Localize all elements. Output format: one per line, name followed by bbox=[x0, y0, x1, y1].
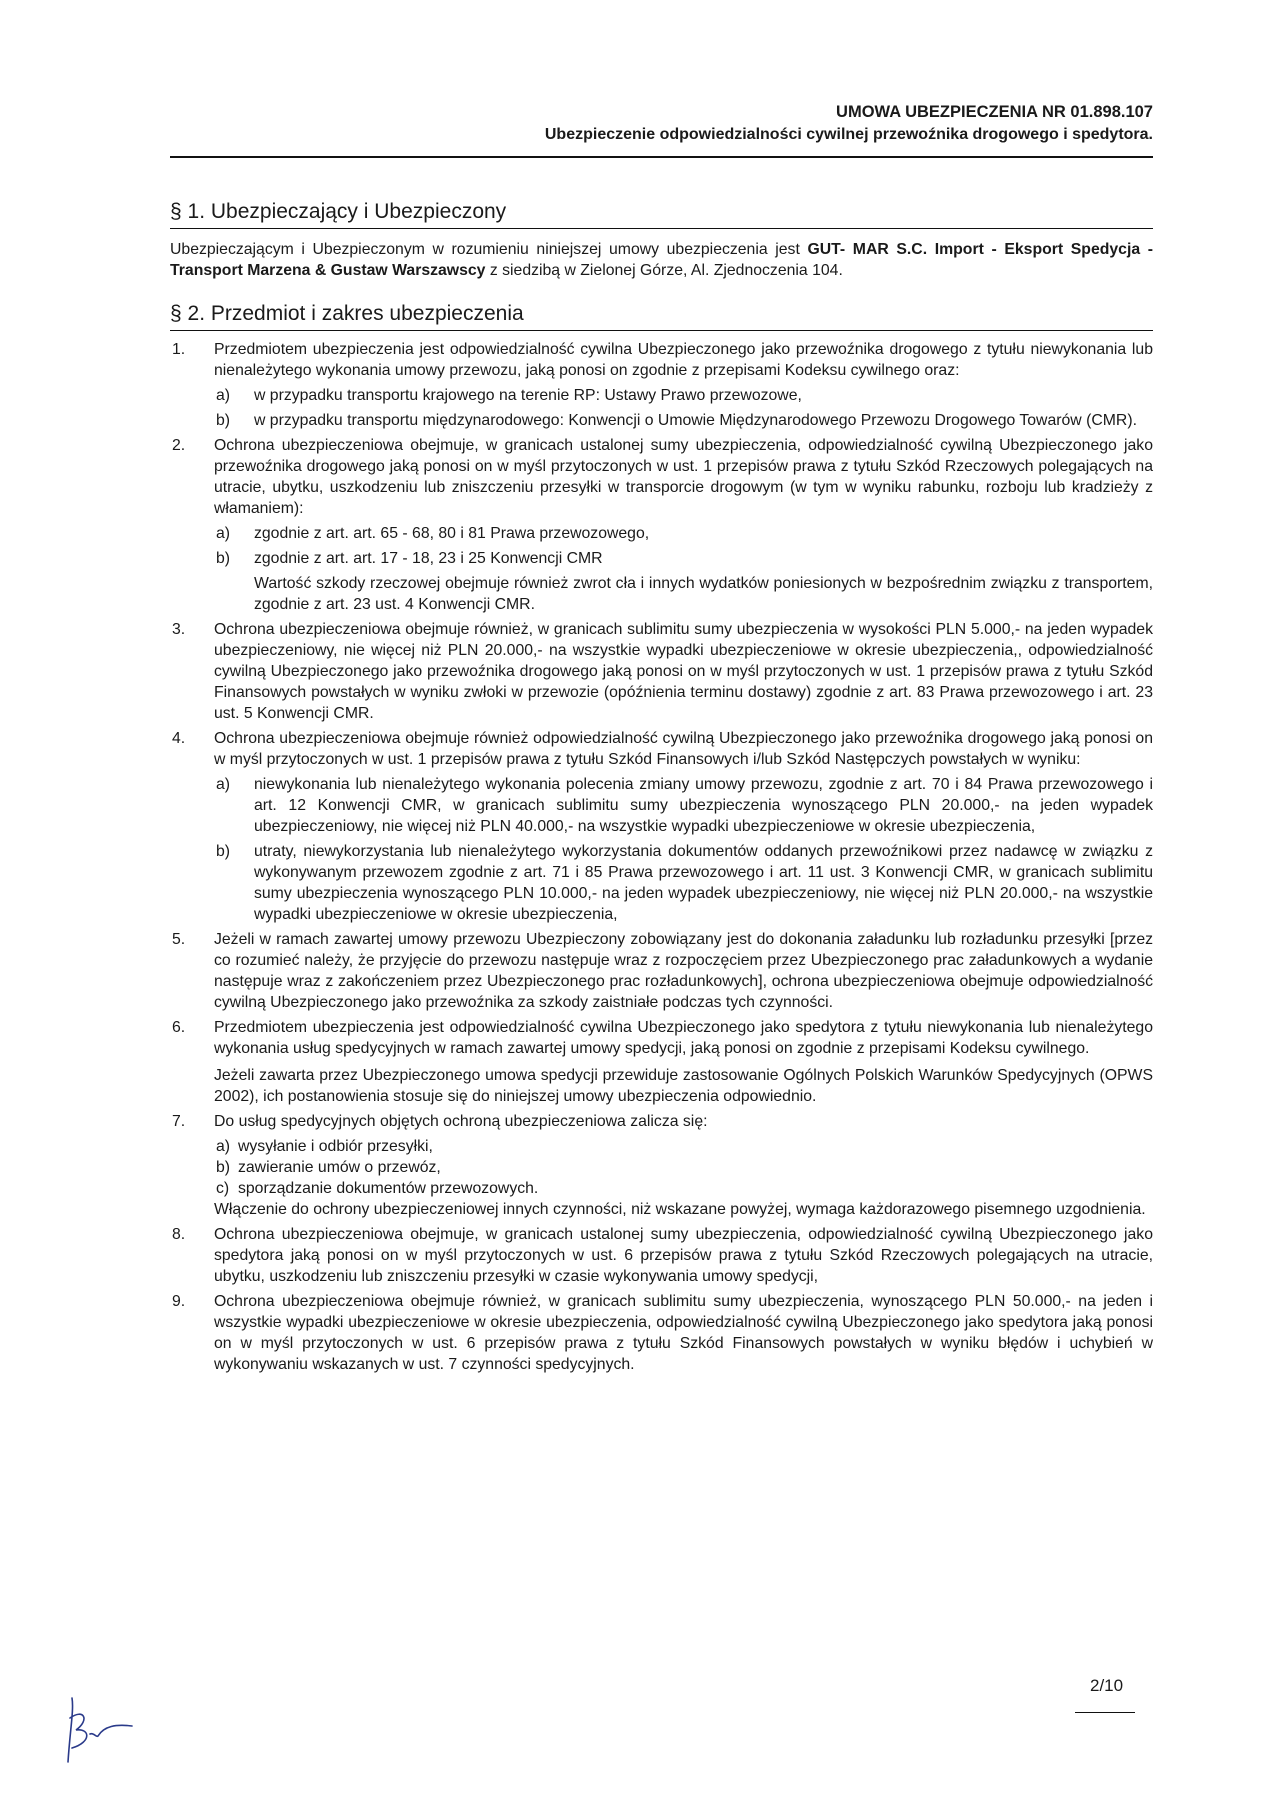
page-number-underline bbox=[1075, 1712, 1135, 1713]
item-text: Ochrona ubezpieczeniowa obejmuje również, w granicach sublimitu sumy ubezpieczenia w wysokości PLN 5.000,- na jeden wypadek ubezpieczeniowy, nie więcej niż PLN 20.000,- na wszystkie wypadki ubezpieczeniowe w okresie ubezpieczenia,, odpowiedzialność cywilną Ubezpieczonego jako przewoźnika drogowego jaką ponosi on w myśl przytoczonych w ust. 1 przepisów prawa z tytułu Szkód Finansowych powstałych w wyniku zwłoki w przewozie (opóźnienia terminu dostawy) zgodnie z art. 83 Prawa przewozowego i art. 23 ust. 5 Konwencji CMR. bbox=[214, 621, 1153, 722]
header-divider bbox=[170, 156, 1153, 158]
sub-list bbox=[214, 1136, 1153, 1199]
sub-item-text: niewykonania lub nienależytego wykonania polecenia zmiany umowy przewozu, zgodnie z art. 70 i 84 Prawa przewozowego i art. 12 Konwencji CMR, w granicach sublimitu sumy ubezpieczenia wynoszącego PLN 20.000,- na jeden wypadek ubezpieczeniowy, nie więcej niż PLN 40.000,- na wszystkie wypadki ubezpieczeniowe w okresie ubezpieczenia, bbox=[254, 776, 1153, 835]
item-number: 1. bbox=[172, 341, 186, 358]
section-2-list bbox=[170, 339, 1153, 1375]
item-number: 3. bbox=[172, 621, 186, 638]
item-number: 4. bbox=[172, 730, 186, 747]
list-item bbox=[170, 1291, 1153, 1375]
item-extra-paragraph: Jeżeli zawarta przez Ubezpieczonego umowa spedycji przewiduje zastosowanie Ogólnych Polskich Warunków Spedycyjnych (OPWS 2002), ich postanowienia stosuje się do niniejszej umowy ubezpieczenia odpowiednio. bbox=[214, 1067, 1153, 1105]
contract-number: UMOWA UBEZPIECZENIA NR 01.898.107 bbox=[836, 103, 1153, 121]
list-item bbox=[170, 1111, 1153, 1220]
sub-item-text: utraty, niewykorzystania lub nienależytego wykorzystania dokumentów oddanych przewoźnikowi przez nadawcę w związku z wykonywanym przewozem zgodnie z art. 71 i 85 Prawa przewozowego i art. 11 ust. 3 Konwencji CMR, w granicach sublimitu sumy ubezpieczenia wynoszącego PLN 10.000,- na jeden wypadek ubezpieczeniowy, nie więcej niż PLN 20.000,- na wszystkie wypadki ubezpieczeniowe w okresie ubezpieczenia, bbox=[254, 843, 1153, 923]
sub-item-letter: b) bbox=[216, 550, 231, 567]
section-1-text bbox=[170, 239, 1153, 281]
sub-item-text: sporządzanie dokumentów przewozowych. bbox=[238, 1180, 539, 1197]
list-item bbox=[170, 1017, 1153, 1107]
sub-item-letter: b) bbox=[216, 843, 231, 860]
item-text: Ochrona ubezpieczeniowa obejmuje, w granicach ustalonej sumy ubezpieczenia, odpowiedzialność cywilną Ubezpieczonego jako spedytora jaką ponosi on w myśl przytoczonych w ust. 6 przepisów prawa z tytułu Szkód Rzeczowych polegających na utracie, ubytku, uszkodzeniu lub zniszczeniu przesyłki w czasie wykonywania umowy spedycji, bbox=[214, 1226, 1153, 1285]
sub-item bbox=[214, 774, 1153, 837]
sub-item-text: zgodnie z art. art. 65 - 68, 80 i 81 Prawa przewozowego, bbox=[254, 525, 650, 542]
insured-company-name: GUT- MAR S.C. Import - Eksport Spedycja - Transport Marzena & Gustaw Warszawscy bbox=[170, 241, 1154, 279]
sub-item bbox=[214, 385, 1153, 406]
sub-item-text: wysyłanie i odbiór przesyłki, bbox=[238, 1138, 433, 1155]
document-body bbox=[170, 198, 1153, 1379]
item-number: 6. bbox=[172, 1019, 186, 1036]
intro-text-before: Ubezpieczającym i Ubezpieczonym w rozumieniu niniejszej umowy ubezpieczenia jest bbox=[170, 241, 808, 258]
section-2-title: § 2. Przedmiot i zakres ubezpieczenia bbox=[170, 300, 1153, 331]
sub-item bbox=[214, 410, 1153, 431]
item-text: Ochrona ubezpieczeniowa obejmuje, w granicach ustalonej sumy ubezpieczenia, odpowiedzialność cywilną Ubezpieczonego jako przewoźnika drogowego jaką ponosi on w myśl przytoczonych w ust. 1 przepisów prawa z tytułu Szkód Rzeczowych polegających na utracie, ubytku, uszkodzeniu lub zniszczeniu przesyłki w transporcie drogowym (w tym w wyniku rabunku, rozboju lub kradzieży z włamaniem): bbox=[214, 437, 1153, 517]
item-text: Ochrona ubezpieczeniowa obejmuje również, w granicach sublimitu sumy ubezpieczenia, wynoszącego PLN 50.000,- na jeden i wszystkie wypadki ubezpieczeniowe w okresie ubezpieczenia, odpowiedzialność cywilną Ubezpieczonego jako spedytora jaką ponosi on w myśl przytoczonych w ust. 6 przepisów prawa z tytułu Szkód Finansowych powstałych w wyniku błędów i uchybień w wykonywaniu wskazanych w ust. 7 czynności spedycyjnych. bbox=[214, 1293, 1153, 1373]
list-item bbox=[170, 728, 1153, 925]
contract-subtitle: Ubezpieczenie odpowiedzialności cywilnej przewoźnika drogowego i spedytora. bbox=[544, 126, 1153, 143]
list-item bbox=[170, 339, 1153, 431]
sub-item-letter: c) bbox=[216, 1180, 230, 1197]
list-item bbox=[170, 929, 1153, 1013]
sub-item-letter: a) bbox=[216, 776, 231, 793]
sub-item-letter: b) bbox=[216, 1159, 231, 1176]
sub-item bbox=[214, 523, 1153, 544]
sub-item bbox=[214, 548, 1153, 569]
sub-list bbox=[214, 385, 1153, 431]
sub-item-letter: a) bbox=[216, 525, 231, 542]
sub-item-letter: a) bbox=[216, 1138, 231, 1155]
item-text: Jeżeli w ramach zawartej umowy przewozu Ubezpieczony zobowiązany jest do dokonania załadunku lub rozładunku przesyłki [przez co rozumieć należy, że przyjęcie do przewozu następuje wraz z rozpoczęciem przez Ubezpieczonego prac załadunkowych a wydanie następuje wraz z zakończeniem przez Ubezpieczonego prac rozładunkowych], ochrona ubezpieczeniowa obejmuje odpowiedzialność cywilną Ubezpieczonego jako przewoźnika za szkody zaistniałe podczas tych czynności. bbox=[214, 931, 1153, 1011]
sub-list bbox=[214, 523, 1153, 569]
sub-item bbox=[214, 1136, 1153, 1157]
sub-item bbox=[214, 1157, 1153, 1178]
document-header bbox=[170, 100, 1153, 146]
item-text: Do usług spedycyjnych objętych ochroną ubezpieczeniowa zalicza się: bbox=[214, 1113, 708, 1130]
item-number: 8. bbox=[172, 1226, 186, 1243]
item-number: 2. bbox=[172, 437, 186, 454]
item-note: Włączenie do ochrony ubezpieczeniowej innych czynności, niż wskazane powyżej, wymaga każdorazowego pisemnego uzgodnienia. bbox=[214, 1201, 1146, 1218]
sub-item-letter: a) bbox=[216, 387, 231, 404]
list-item bbox=[170, 619, 1153, 724]
item-number: 7. bbox=[172, 1113, 186, 1130]
page-number: 2/10 bbox=[1090, 1676, 1124, 1695]
sub-item-text: w przypadku transportu międzynarodowego: Konwencji o Umowie Międzynarodowego Przewozu Drogowego Towarów (CMR). bbox=[254, 412, 1137, 429]
sub-item-text: zawieranie umów o przewóz, bbox=[238, 1159, 441, 1176]
sub-list bbox=[214, 774, 1153, 925]
item-text: Przedmiotem ubezpieczenia jest odpowiedzialność cywilna Ubezpieczonego jako przewoźnika drogowego z tytułu niewykonania lub nienależytego wykonania umowy przewozu, jaką ponosi on zgodnie z przepisami Kodeksu cywilnego oraz: bbox=[214, 341, 1153, 379]
item-text: Ochrona ubezpieczeniowa obejmuje również odpowiedzialność cywilną Ubezpieczonego jako przewoźnika drogowego jaką ponosi on w myśl przytoczonych w ust. 1 przepisów prawa z tytułu Szkód Finansowych i/lub Szkód Następczych powstałych w wyniku: bbox=[214, 730, 1153, 768]
item-number: 9. bbox=[172, 1293, 186, 1310]
sub-item-letter: b) bbox=[216, 412, 231, 429]
item-text: Przedmiotem ubezpieczenia jest odpowiedzialność cywilna Ubezpieczonego jako spedytora z tytułu niewykonania lub nienależytego wykonania usług spedycyjnych w ramach zawartej umowy spedycji, jaką ponosi on zgodnie z przepisami Kodeksu cywilnego. bbox=[214, 1019, 1153, 1057]
sub-item bbox=[214, 841, 1153, 925]
handwritten-initials-signature bbox=[60, 1690, 140, 1770]
intro-text-after: z siedzibą w Zielonej Górze, Al. Zjednoczenia 104. bbox=[485, 262, 843, 279]
sub-item-text: zgodnie z art. art. 17 - 18, 23 i 25 Konwencji CMR bbox=[254, 550, 603, 567]
list-item bbox=[170, 1224, 1153, 1287]
item-note: Wartość szkody rzeczowej obejmuje również zwrot cła i innych wydatków poniesionych w bezpośrednim związku z transportem, zgodnie z art. 23 ust. 4 Konwencji CMR. bbox=[254, 575, 1153, 613]
sub-item-text: w przypadku transportu krajowego na terenie RP: Ustawy Prawo przewozowe, bbox=[254, 387, 802, 404]
list-item bbox=[170, 435, 1153, 615]
sub-item bbox=[214, 1178, 1153, 1199]
item-number: 5. bbox=[172, 931, 186, 948]
section-1-title: § 1. Ubezpieczający i Ubezpieczony bbox=[170, 198, 1153, 229]
